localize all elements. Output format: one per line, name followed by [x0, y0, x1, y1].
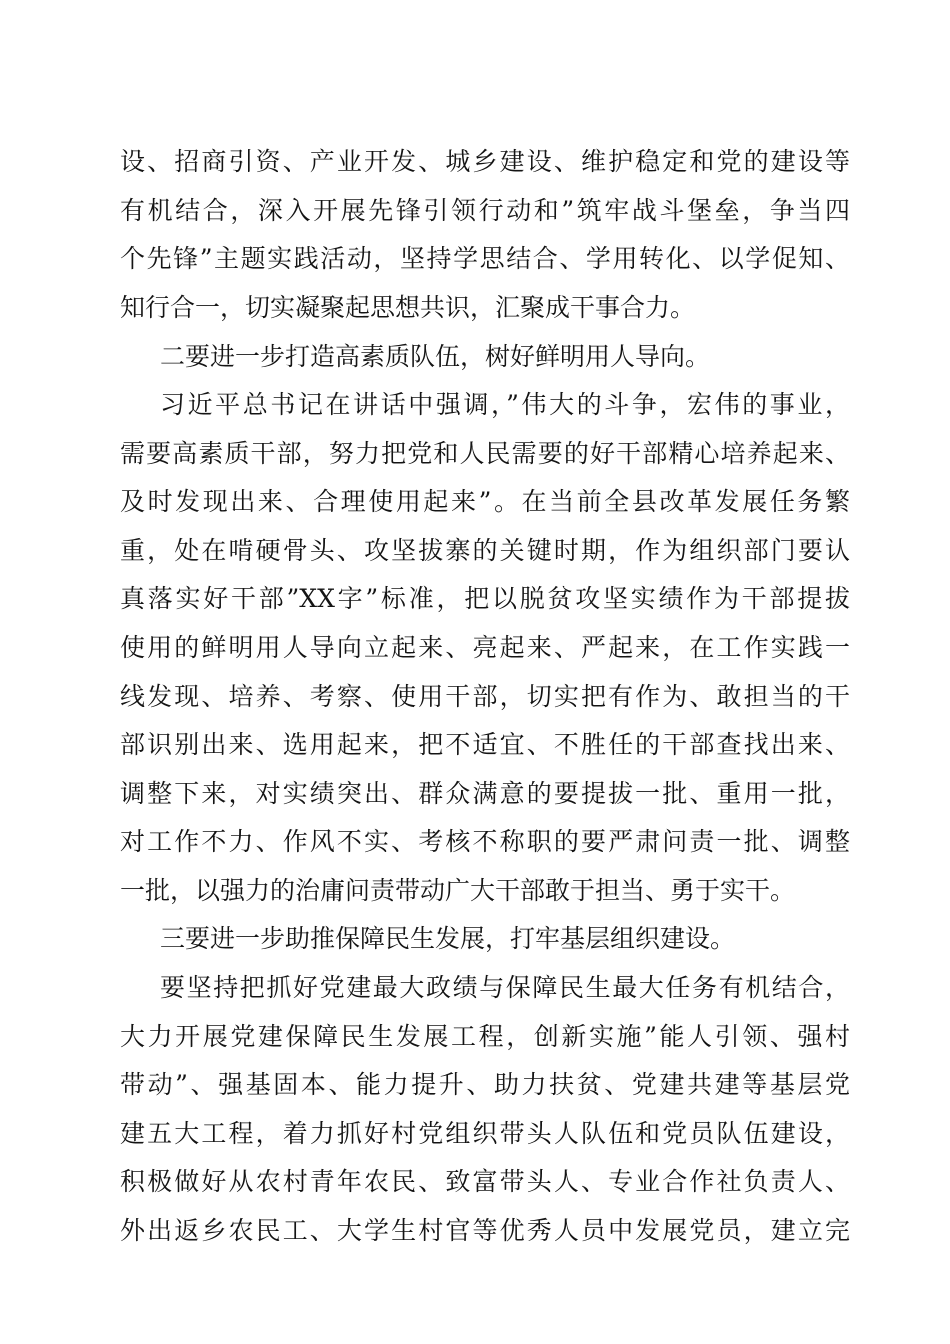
text-line: 对工作不力、作风不实、考核不称职的要严肃问责一批、调整: [120, 827, 850, 856]
text-line: 重，处在啃硬骨头、攻坚拔寨的关键时期，作为组织部门要认: [120, 536, 850, 565]
text-line: 带动”、强基固本、能力提升、助力扶贫、党建共建等基层党: [120, 1070, 850, 1099]
text-line: 需要高素质干部，努力把党和人民需要的好干部精心培养起来、: [120, 439, 850, 468]
section-heading: 三要进一步助推保障民生发展，打牢基层组织建设。: [160, 924, 736, 953]
text-line: 设、招商引资、产业开发、城乡建设、维护稳定和党的建设等: [120, 147, 850, 176]
text-line: 知行合一，切实凝聚起思想共识，汇聚成干事合力。: [120, 293, 696, 322]
text-line: 有机结合，深入开展先锋引领行动和”筑牢战斗堡垒，争当四: [120, 196, 850, 225]
text-line: 调整下来，对实绩突出、群众满意的要提拔一批、重用一批，: [120, 779, 850, 808]
text-line: 积极做好从农村青年农民、致富带头人、专业合作社负责人、: [120, 1167, 850, 1196]
text-line: 大力开展党建保障民生发展工程，创新实施”能人引领、强村: [120, 1022, 850, 1051]
text-line: 要坚持把抓好党建最大政绩与保障民生最大任务有机结合，: [160, 973, 850, 1002]
text-line: 使用的鲜明用人导向立起来、亮起来、严起来，在工作实践一: [120, 633, 850, 662]
text-line: 真落实好干部”XX字”标准，把以脱贫攻坚实绩作为干部提拔: [120, 584, 850, 613]
text-line: 部识别出来、选用起来，把不适宜、不胜任的干部查找出来、: [120, 730, 850, 759]
text-line: 一批，以强力的治庸问责带动广大干部敢于担当、勇于实干。: [120, 876, 796, 905]
text-line: 线发现、培养、考察、使用干部，切实把有作为、敢担当的干: [120, 682, 850, 711]
text-line: 习近平总书记在讲话中强调，”伟大的斗争，宏伟的事业，: [160, 390, 850, 419]
text-line: 建五大工程，着力抓好村党组织带头人队伍和党员队伍建设，: [120, 1119, 850, 1148]
text-line: 及时发现出来、合理使用起来”。在当前全县改革发展任务繁: [120, 487, 850, 516]
section-heading: 二要进一步打造高素质队伍，树好鲜明用人导向。: [160, 342, 711, 371]
text-line: 个先锋”主题实践活动，坚持学思结合、学用转化、以学促知、: [120, 244, 850, 273]
text-line: 外出返乡农民工、大学生村官等优秀人员中发展党员，建立完: [120, 1216, 850, 1245]
